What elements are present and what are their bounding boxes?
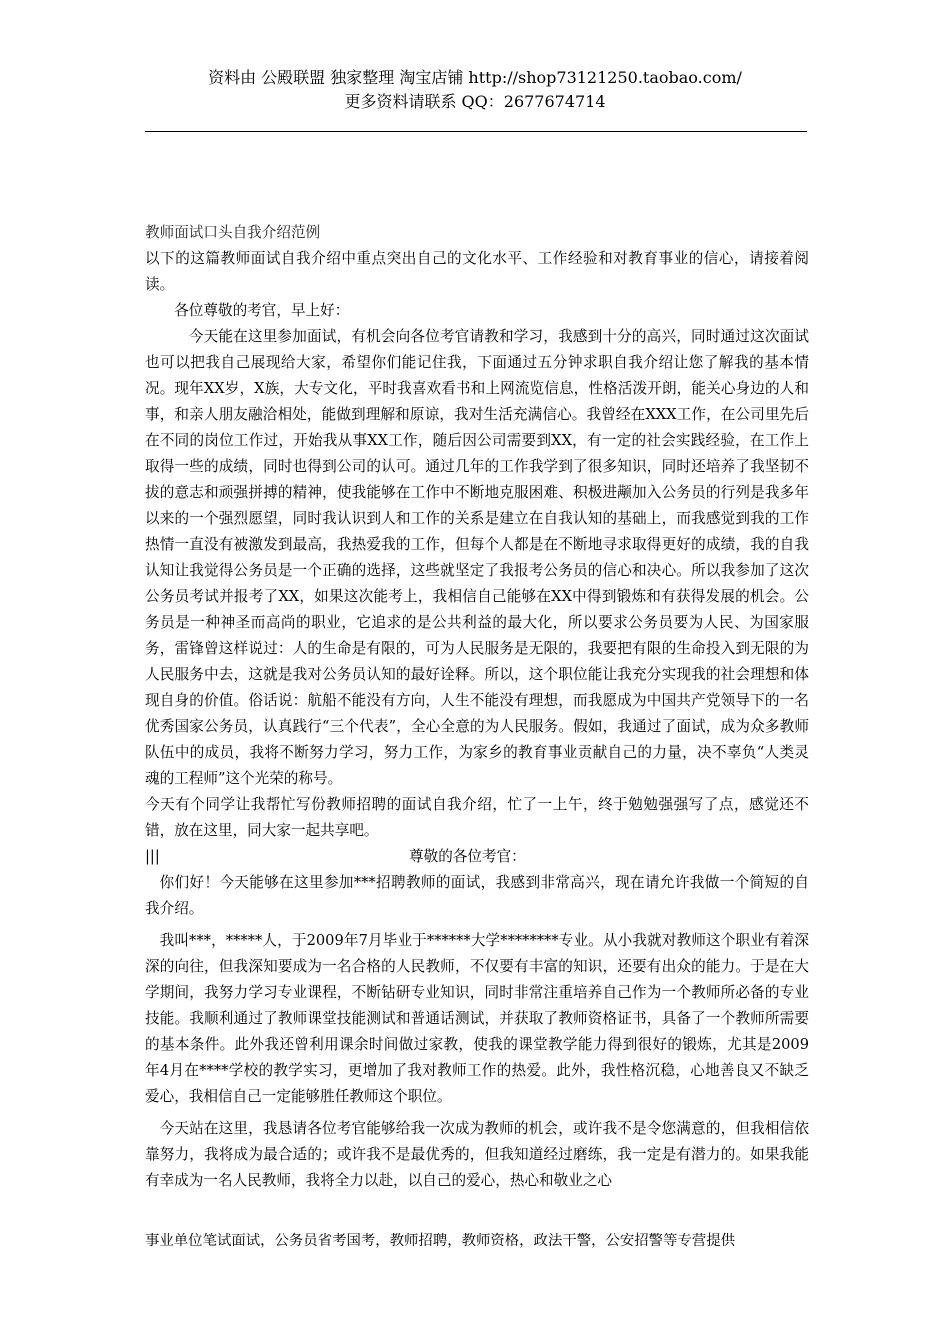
- speech-paragraph-1: 今天能在这里参加面试，有机会向各位考官请教和学习，我感到十分的高兴，同时通过这次面试也可以把我自己展现给大家，希望你们能记住我，下面通过五分钟求职自我介绍让您了解我的基本情况。现年XX岁，X族，大专文化，平时我喜欢看书和上网流览信息，性格活泼开朗，能关心身边的人和事，和亲人朋友融洽相处，能做到理解和原谅，我对生活充满信心。我曾经在XXX工作，在公司里先后在不同的岗位工作过，开始我从事XX工作，随后因公司需要到XX，有一定的社会实践经验，在工作上取得一些的成绩，同时也得到公司的认可。通过几年的工作我学到了很多知识，同时还培养了我坚韧不拔的意志和顽强拼搏的精神，使我能够在工作中不断地克服困难、积极进颟加入公务员的行列是我多年以来的一个强烈愿望，同时我认识到人和工作的关系是建立在自我认知的基础上，而我感觉到我的工作热情一直没有被激发到最高，我热爱我的工作，但每个人都是在不断地寻求取得更好的成绩，我的自我认知让我觉得公务员是一个正确的选择，这些就坚定了我报考公务员的信心和决心。所以我参加了这次公务员考试并报考了XX，如果这次能考上，我相信自己能够在XX中得到锻炼和有获得发展的机会。公务员是一种神圣而高尚的职业，它追求的是公共利益的最大化，所以要求公务员要为人民、为国家服务，雷锋曾这样说过：人的生命是有限的，可为人民服务是无限的，我要把有限的生命投入到无限的为人民服务中去，这就是我对公务员认知的最好诠释。所以，这个职位能让我充分实现我的社会理想和体现自身的价值。俗话说：航船不能没有方向，人生不能没有理想，而我愿成为中国共产党领导下的一名优秀国家公务员，认真践行“三个代表”，全心全意的为人民服务。假如，我通过了面试，成为众多教师队伍中的成员，我将不断努力学习，努力工作，为家乡的教育事业贡献自己的力量，决不辜负“人类灵魂的工程师”这个光荣的称号。: [145, 328, 809, 787]
- document-body: [145, 220, 809, 1194]
- greeting-line: [145, 844, 809, 870]
- salutation: 各位尊敬的考官，早上好：: [174, 302, 350, 319]
- document-title: 教师面试口头自我介绍范例: [145, 224, 321, 241]
- intro-paragraph: 以下的这篇教师面试自我介绍中重点突出自己的文化水平、工作经验和对教育事业的信心，请接着阅读。: [145, 250, 809, 293]
- header-source-line: 资料由 公殿联盟 独家整理 淘宝店铺 http://shop73121250.taobao.com/: [208, 68, 742, 87]
- speech-paragraph-2: 你们好！今天能够在这里参加***招聘教师的面试，我感到非常高兴，现在请允许我做一个简短的自我介绍。: [145, 874, 809, 917]
- page-footer: 事业单位笔试面试，公务员省考国考，教师招聘，教师资格，政法干警，公安招警等专营提供: [145, 1233, 736, 1249]
- salutation-2: 尊敬的各位考官：: [409, 848, 526, 865]
- header-divider: [145, 131, 807, 132]
- speech-paragraph-3: 我叫***，*****人，于2009年7月毕业于******大学********专业。从小我就对教师这个职业有着深深的向往，但我深知要成为一名合格的人民教师，不仅要有丰富的知识，还要有出众的能力。于是在大学期间，我努力学习专业课程，不断钻研专业知识，同时非常注重培养自己作为一个教师所必备的专业技能。我顺利通过了教师课堂技能测试和普通话测试，并获取了教师资格证书，具备了一个教师所需要的基本条件。此外我还曾利用课余时间做过家教，使我的课堂教学能力得到很好的锻炼，尤其是2009年4月在****学校的教学实习，更增加了我对教师工作的热爱。此外，我性格沉稳，心地善良又不缺乏爱心，我相信自己一定能够胜任教师这个职位。: [145, 932, 809, 1105]
- speech-paragraph-4: 今天站在这里，我恳请各位考官能够给我一次成为教师的机会，或许我不是令您满意的，但我相信依靠努力，我将成为最合适的；或许我不是最优秀的，但我知道经过磨练，我一定是有潜力的。如果我能有幸成为一名人民教师，我将全力以赴，以自己的爱心，热心和敬业之心: [145, 1120, 809, 1189]
- header-contact-line: 更多资料请联系 QQ：2677674714: [344, 92, 606, 111]
- section-marker: |||: [145, 848, 160, 865]
- note-paragraph: 今天有个同学让我帮忙写份教师招聘的面试自我介绍，忙了一上午，终于勉勉强强写了点，感觉还不错，放在这里，同大家一起共享吧。: [145, 796, 809, 839]
